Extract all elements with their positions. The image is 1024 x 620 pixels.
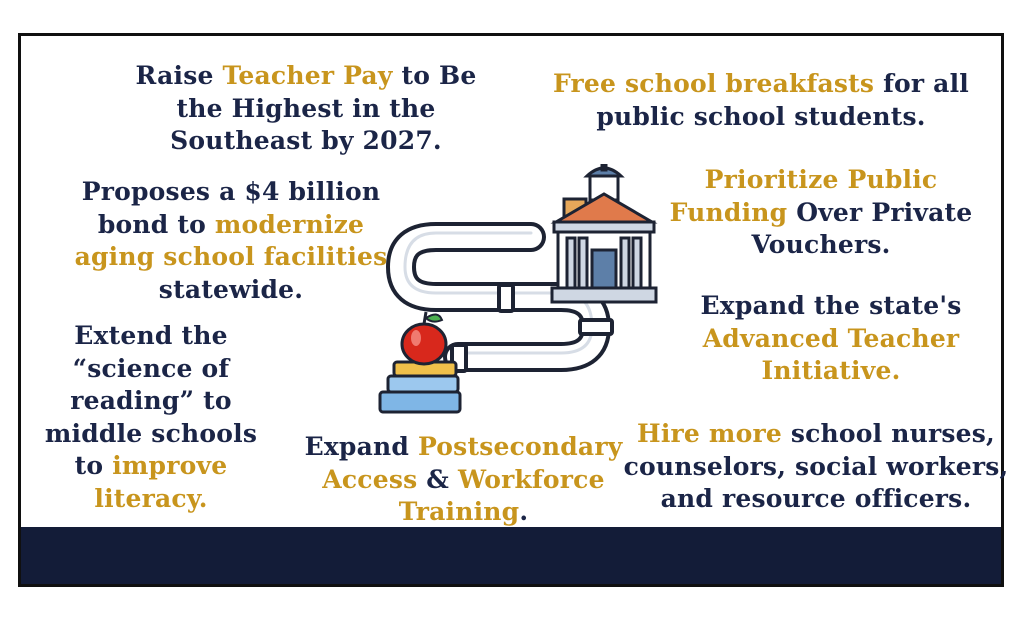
text-line: “science of <box>72 353 230 383</box>
text-line: Vouchers. <box>751 230 891 259</box>
advanced-teacher-text <box>661 290 1001 388</box>
highlight: Prioritize Public <box>704 165 938 194</box>
school-building-icon <box>552 164 656 302</box>
highlight: Initiative. <box>761 356 901 385</box>
highlight: Access <box>322 464 418 494</box>
text-line: Extend the <box>74 321 228 350</box>
highlight: literacy. <box>94 483 208 513</box>
staff-text <box>616 418 1016 516</box>
text-line: middle schools <box>44 418 258 448</box>
books-icon <box>380 362 460 412</box>
text-line: Expand the state's <box>700 291 962 320</box>
bond-text <box>46 176 416 306</box>
text-line: & <box>417 464 458 494</box>
text-line: public school students. <box>596 101 926 131</box>
text-line: Over Private <box>787 197 973 227</box>
text-line: bond to <box>97 209 215 239</box>
breakfasts-text <box>536 68 986 133</box>
highlight: Advanced Teacher <box>702 323 960 353</box>
highlight: Postsecondary <box>417 432 623 461</box>
text-line: and resource officers. <box>660 484 972 513</box>
highlight: aging school facilities <box>74 242 388 271</box>
reading-text <box>31 320 271 515</box>
highlight: modernize <box>214 209 365 239</box>
text-line: the Highest in the <box>176 93 436 123</box>
text-line: . <box>519 497 529 526</box>
text-line: Proposes a $4 billion <box>81 177 381 206</box>
footer-bar <box>21 527 1001 584</box>
text-line: Southeast by 2027. <box>170 126 442 155</box>
text-line: to <box>74 451 113 480</box>
highlight: Funding <box>669 197 788 227</box>
highlight: Teacher Pay <box>222 61 393 90</box>
highlight: Hire more <box>637 419 782 448</box>
text-line: statewide. <box>158 274 304 304</box>
apple-icon <box>402 312 446 364</box>
text-line: counselors, social workers, <box>623 451 1009 481</box>
highlight: improve <box>112 451 228 480</box>
text-line: for all <box>874 69 969 98</box>
public-funding-text <box>651 164 991 262</box>
infographic-frame <box>18 33 1009 587</box>
pipeline-illustration <box>366 164 666 424</box>
text-line: to Be <box>392 61 477 90</box>
text-line: Expand <box>304 432 418 461</box>
postsecondary-text <box>286 431 641 529</box>
text-line: school nurses, <box>781 419 995 448</box>
text-line: Raise <box>135 61 223 90</box>
highlight: Training <box>398 497 520 526</box>
highlight: Free school breakfasts <box>553 69 875 98</box>
text-line: reading” to <box>70 386 232 415</box>
teacher-pay-text <box>121 60 491 158</box>
highlight: Workforce <box>457 464 605 494</box>
